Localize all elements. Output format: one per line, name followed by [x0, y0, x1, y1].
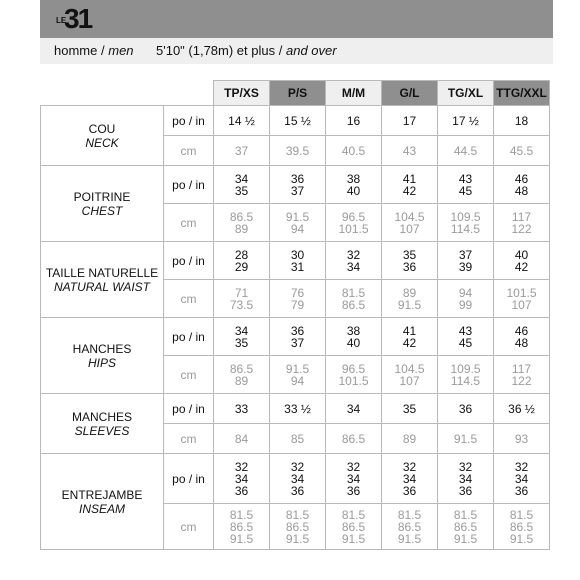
- measure-value-inch: [494, 242, 550, 280]
- measure-value-cm: [326, 504, 382, 550]
- unit-inch-label: po / in: [164, 166, 214, 204]
- value-line: 32: [234, 459, 249, 474]
- value-line: 71: [234, 285, 249, 300]
- value-line: 34: [234, 171, 249, 186]
- measure-value-inch: [438, 166, 494, 204]
- measure-value-cm: [214, 356, 270, 394]
- measure-value-inch: [382, 318, 438, 356]
- unit-cm-label: cm: [164, 280, 214, 318]
- measure-value-cm: [214, 204, 270, 242]
- measure-value-inch: [438, 394, 494, 424]
- value-line: 36: [234, 483, 249, 498]
- measure-row-inch: [41, 318, 550, 356]
- value-line: 40: [346, 183, 361, 198]
- measure-row-inch: [41, 242, 550, 280]
- value-line: 73.5: [229, 297, 254, 312]
- measure-value-cm: [494, 424, 550, 454]
- measure-value-inch: [382, 166, 438, 204]
- value-line: 117: [511, 209, 532, 224]
- measure-value-inch: [214, 318, 270, 356]
- measure-label: [41, 394, 164, 454]
- unit-inch-label: po / in: [164, 242, 214, 280]
- measure-value-inch: [326, 106, 382, 136]
- measure-label: [41, 106, 164, 166]
- value-line: 122: [511, 221, 532, 236]
- value-line: 86.5: [341, 519, 366, 534]
- value-line: 43: [458, 171, 473, 186]
- measure-value-inch: [382, 454, 438, 504]
- value-line: 36: [346, 483, 361, 498]
- measure-value-inch: [326, 394, 382, 424]
- measure-value-inch: [214, 106, 270, 136]
- value-line: 91.5: [285, 209, 310, 224]
- value-line: 91.5: [285, 531, 310, 546]
- measure-value-cm: [438, 504, 494, 550]
- measure-value-cm: [382, 280, 438, 318]
- value-line: 34: [346, 401, 361, 416]
- measure-value-inch: [382, 106, 438, 136]
- measure-value-inch: [326, 166, 382, 204]
- value-line: 32: [402, 459, 417, 474]
- value-line: 36: [458, 401, 473, 416]
- measure-value-inch: [270, 394, 326, 424]
- value-line: 81.5: [341, 507, 366, 522]
- measure-value-inch: [214, 454, 270, 504]
- value-line: 32: [514, 459, 529, 474]
- measure-value-cm: [382, 356, 438, 394]
- value-line: 34: [402, 471, 417, 486]
- measure-value-cm: [326, 424, 382, 454]
- measure-value-cm: [438, 356, 494, 394]
- measure-label-fr: POITRINE: [73, 189, 131, 204]
- header-spacer: [41, 81, 164, 106]
- value-line: 86.5: [229, 209, 254, 224]
- measure-value-inch: [270, 318, 326, 356]
- value-line: 34: [234, 323, 249, 338]
- measure-value-cm: [494, 136, 550, 166]
- value-line: 91.5: [509, 531, 534, 546]
- value-line: 32: [346, 247, 361, 262]
- measure-label-en: NATURAL WAIST: [53, 279, 151, 294]
- value-line: 18: [514, 113, 529, 128]
- measure-label: [41, 242, 164, 318]
- value-line: 37: [234, 143, 249, 158]
- value-line: 35: [234, 335, 249, 350]
- value-line: 38: [346, 323, 361, 338]
- value-line: 35: [402, 247, 417, 262]
- value-line: 81.5: [509, 507, 534, 522]
- size-header-row: [41, 81, 550, 106]
- value-line: 40: [514, 247, 529, 262]
- header-unit-spacer: [164, 81, 214, 106]
- measure-label-fr: HANCHES: [72, 341, 132, 356]
- size-header-p-s: P/S: [270, 81, 326, 106]
- value-line: 84: [234, 431, 249, 446]
- size-header-tg-xl: TG/XL: [438, 81, 494, 106]
- value-line: 89: [234, 221, 249, 236]
- value-line: 42: [514, 259, 529, 274]
- measure-value-inch: [214, 242, 270, 280]
- measure-value-cm: [494, 280, 550, 318]
- value-line: 79: [290, 297, 305, 312]
- value-line: 36: [290, 323, 305, 338]
- measure-value-cm: [438, 136, 494, 166]
- value-line: 93: [514, 431, 529, 446]
- value-line: 94: [458, 285, 473, 300]
- measure-value-inch: [438, 454, 494, 504]
- value-line: 36: [458, 483, 473, 498]
- measure-value-cm: [326, 204, 382, 242]
- value-line: 15 ½: [284, 113, 311, 128]
- value-line: 91.5: [397, 531, 422, 546]
- size-header-ttg-xxl: TTG/XXL: [494, 81, 550, 106]
- measure-value-inch: [438, 106, 494, 136]
- value-line: 45: [458, 183, 473, 198]
- measure-label-fr: MANCHES: [71, 409, 132, 424]
- value-line: 91.5: [397, 297, 422, 312]
- value-line: 46: [514, 323, 529, 338]
- value-line: 114.5: [450, 373, 481, 388]
- measure-value-inch: [326, 454, 382, 504]
- value-line: 86.5: [341, 431, 366, 446]
- value-line: 31: [290, 259, 305, 274]
- measure-value-cm: [382, 136, 438, 166]
- unit-cm-label: cm: [164, 504, 214, 550]
- measure-value-inch: [270, 454, 326, 504]
- value-line: 104.5: [394, 209, 425, 224]
- measure-value-cm: [438, 280, 494, 318]
- value-line: 86.5: [509, 519, 534, 534]
- value-line: 41: [402, 323, 417, 338]
- measure-value-cm: [270, 424, 326, 454]
- value-line: 38: [346, 171, 361, 186]
- unit-cm-label: cm: [164, 424, 214, 454]
- measure-value-cm: [270, 136, 326, 166]
- value-line: 86.5: [229, 519, 254, 534]
- measure-label-en: SLEEVES: [74, 423, 130, 438]
- value-line: 34: [234, 471, 249, 486]
- measure-label: [41, 166, 164, 242]
- value-line: 32: [346, 459, 361, 474]
- size-header-g-l: G/L: [382, 81, 438, 106]
- value-line: 36: [290, 171, 305, 186]
- value-line: 45: [458, 335, 473, 350]
- value-line: 41: [402, 171, 417, 186]
- value-line: 33: [234, 401, 249, 416]
- value-line: 39: [458, 259, 473, 274]
- value-line: 89: [234, 373, 249, 388]
- measure-value-inch: [494, 166, 550, 204]
- value-line: 91.5: [341, 531, 366, 546]
- value-line: 109.5: [450, 361, 481, 376]
- value-line: 104.5: [394, 361, 425, 376]
- value-line: 35: [402, 401, 417, 416]
- value-line: 29: [234, 259, 249, 274]
- value-line: 76: [290, 285, 305, 300]
- value-line: 36: [290, 483, 305, 498]
- value-line: 107: [399, 373, 420, 388]
- measure-value-cm: [214, 280, 270, 318]
- measure-row-inch: [41, 166, 550, 204]
- value-line: 81.5: [285, 507, 310, 522]
- value-line: 42: [402, 335, 417, 350]
- measure-value-cm: [214, 424, 270, 454]
- height-label: 5'10" (1,78m) et plus / and over: [156, 43, 337, 58]
- value-line: 99: [458, 297, 473, 312]
- value-line: 91.5: [285, 361, 310, 376]
- value-line: 86.5: [229, 361, 254, 376]
- value-line: 37: [290, 335, 305, 350]
- measure-label-fr: COU: [88, 121, 116, 136]
- unit-cm-label: cm: [164, 356, 214, 394]
- value-line: 35: [234, 183, 249, 198]
- measure-value-inch: [326, 242, 382, 280]
- value-line: 122: [511, 373, 532, 388]
- measure-value-inch: [270, 106, 326, 136]
- value-line: 101.5: [338, 373, 369, 388]
- logo-number: 31: [64, 3, 92, 34]
- value-line: 85: [290, 431, 305, 446]
- value-line: 46: [514, 171, 529, 186]
- value-line: 34: [346, 259, 361, 274]
- value-line: 107: [399, 221, 420, 236]
- value-line: 96.5: [341, 209, 366, 224]
- value-line: 44.5: [453, 143, 478, 158]
- measure-label: [41, 454, 164, 550]
- measure-value-inch: [494, 394, 550, 424]
- measure-label-en: HIPS: [87, 355, 116, 370]
- value-line: 94: [290, 221, 305, 236]
- value-line: 33 ½: [284, 401, 311, 416]
- value-line: 40.5: [341, 143, 366, 158]
- measure-label-en: INSEAM: [78, 501, 125, 516]
- value-line: 89: [402, 431, 417, 446]
- measure-label-fr: TAILLE NATURELLE: [45, 265, 159, 280]
- measure-value-inch: [438, 318, 494, 356]
- gender-label: homme / men: [54, 43, 134, 58]
- size-chart-table: [40, 80, 550, 550]
- measure-value-cm: [270, 280, 326, 318]
- measure-value-cm: [494, 504, 550, 550]
- measure-value-inch: [270, 166, 326, 204]
- value-line: 42: [402, 183, 417, 198]
- value-line: 96.5: [341, 361, 366, 376]
- value-line: 43: [458, 323, 473, 338]
- size-header-m-m: M/M: [326, 81, 382, 106]
- measure-value-cm: [494, 204, 550, 242]
- measure-value-inch: [214, 394, 270, 424]
- measure-value-inch: [494, 106, 550, 136]
- value-line: 32: [290, 459, 305, 474]
- measure-value-cm: [382, 504, 438, 550]
- measure-value-inch: [438, 242, 494, 280]
- fit-subheader: [40, 38, 553, 64]
- measure-label-en: NECK: [85, 135, 119, 150]
- unit-cm-label: cm: [164, 136, 214, 166]
- unit-inch-label: po / in: [164, 394, 214, 424]
- measure-value-cm: [438, 424, 494, 454]
- measure-value-cm: [438, 204, 494, 242]
- value-line: 101.5: [338, 221, 369, 236]
- value-line: 48: [514, 183, 529, 198]
- value-line: 81.5: [229, 507, 254, 522]
- value-line: 16: [346, 113, 361, 128]
- value-line: 117: [511, 361, 532, 376]
- measure-label-en: CHEST: [81, 203, 123, 218]
- unit-inch-label: po / in: [164, 454, 214, 504]
- value-line: 37: [290, 183, 305, 198]
- value-line: 45.5: [509, 143, 534, 158]
- measure-row-inch: [41, 454, 550, 504]
- value-line: 86.5: [285, 519, 310, 534]
- value-line: 101.5: [506, 285, 537, 300]
- value-line: 43: [402, 143, 417, 158]
- value-line: 34: [458, 471, 473, 486]
- unit-inch-label: po / in: [164, 106, 214, 136]
- measure-value-cm: [326, 356, 382, 394]
- measure-value-cm: [382, 204, 438, 242]
- value-line: 17 ½: [452, 113, 479, 128]
- measure-value-cm: [214, 504, 270, 550]
- value-line: 34: [514, 471, 529, 486]
- value-line: 81.5: [341, 285, 366, 300]
- value-line: 40: [346, 335, 361, 350]
- value-line: 36: [514, 483, 529, 498]
- value-line: 30: [290, 247, 305, 262]
- value-line: 34: [346, 471, 361, 486]
- value-line: 14 ½: [228, 113, 255, 128]
- value-line: 86.5: [453, 519, 478, 534]
- value-line: 109.5: [450, 209, 481, 224]
- value-line: 32: [458, 459, 473, 474]
- measure-label: [41, 318, 164, 394]
- value-line: 28: [234, 247, 249, 262]
- measure-value-cm: [270, 504, 326, 550]
- value-line: 39.5: [285, 143, 310, 158]
- unit-inch-label: po / in: [164, 318, 214, 356]
- measure-value-inch: [494, 318, 550, 356]
- measure-value-cm: [270, 204, 326, 242]
- value-line: 36: [402, 259, 417, 274]
- measure-value-cm: [326, 280, 382, 318]
- measure-value-cm: [214, 136, 270, 166]
- measure-value-cm: [382, 424, 438, 454]
- value-line: 91.5: [453, 531, 478, 546]
- unit-cm-label: cm: [164, 204, 214, 242]
- measure-value-cm: [326, 136, 382, 166]
- measure-value-inch: [214, 166, 270, 204]
- value-line: 17: [402, 113, 417, 128]
- value-line: 94: [290, 373, 305, 388]
- value-line: 91.5: [229, 531, 254, 546]
- value-line: 86.5: [397, 519, 422, 534]
- measure-value-inch: [382, 242, 438, 280]
- value-line: 89: [402, 285, 417, 300]
- value-line: 34: [290, 471, 305, 486]
- measure-value-cm: [270, 356, 326, 394]
- size-header-tp-xs: TP/XS: [214, 81, 270, 106]
- value-line: 36 ½: [508, 401, 535, 416]
- measure-value-cm: [494, 356, 550, 394]
- measure-value-inch: [326, 318, 382, 356]
- measure-value-inch: [270, 242, 326, 280]
- value-line: 81.5: [453, 507, 478, 522]
- value-line: 48: [514, 335, 529, 350]
- value-line: 81.5: [397, 507, 422, 522]
- measure-label-fr: ENTREJAMBE: [61, 487, 143, 502]
- value-line: 114.5: [450, 221, 481, 236]
- value-line: 86.5: [341, 297, 366, 312]
- value-line: 91.5: [453, 431, 478, 446]
- logo-prefix: LE: [56, 16, 67, 25]
- top-banner: [40, 0, 553, 38]
- measure-value-inch: [494, 454, 550, 504]
- value-line: 107: [511, 297, 532, 312]
- value-line: 36: [402, 483, 417, 498]
- measure-value-inch: [382, 394, 438, 424]
- value-line: 37: [458, 247, 473, 262]
- measure-row-inch: [41, 394, 550, 424]
- measure-row-inch: [41, 106, 550, 136]
